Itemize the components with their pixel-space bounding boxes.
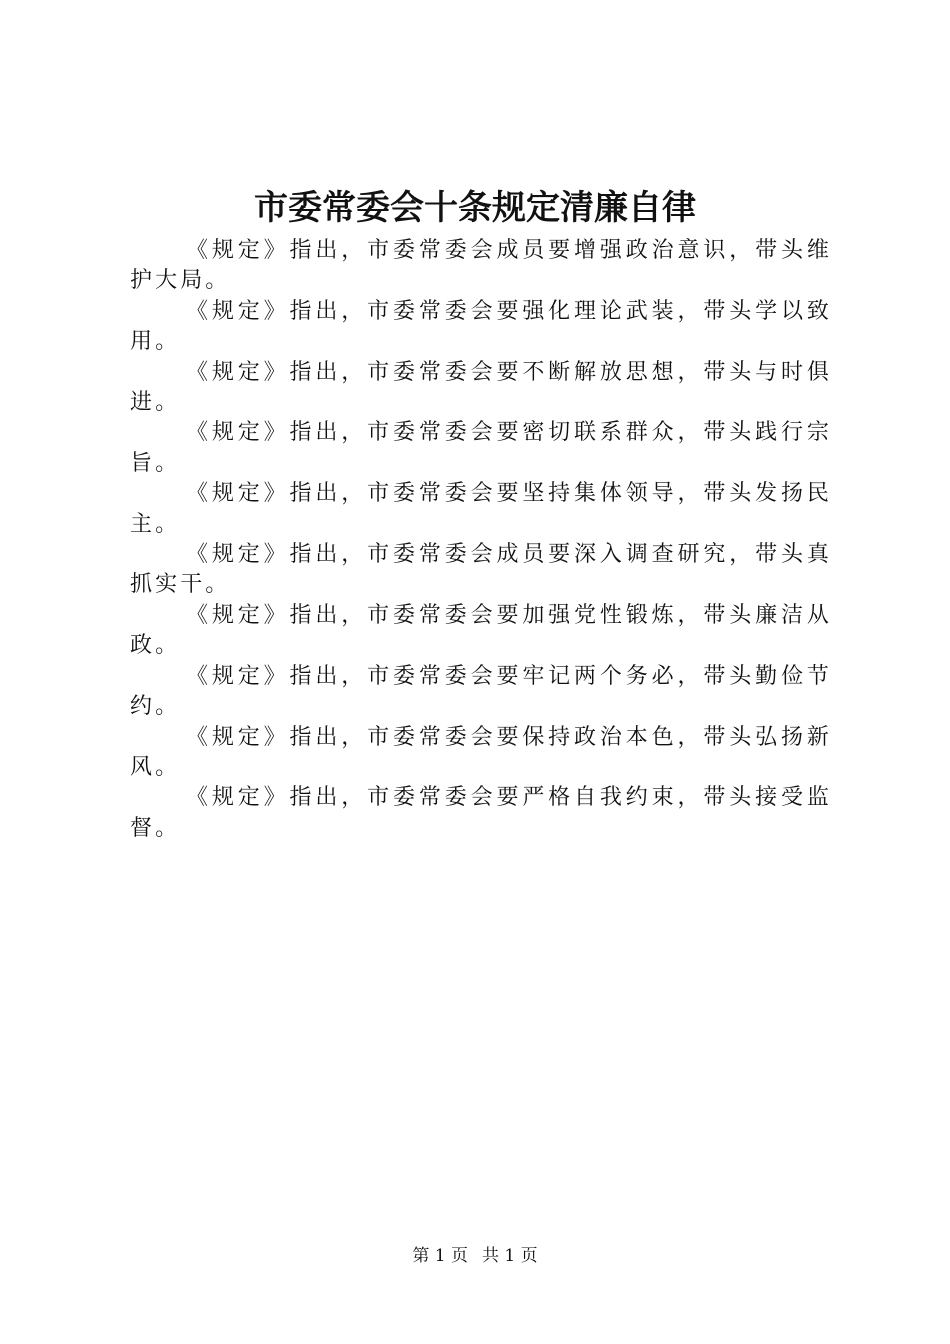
page-number: 第 1 页 — [412, 1246, 468, 1266]
page-footer — [0, 1244, 950, 1268]
paragraph-8: 《规定》指出，市委常委会要牢记两个务必，带头勤俭节约。 — [130, 663, 832, 720]
document-body — [130, 236, 832, 844]
paragraph-6: 《规定》指出，市委常委会成员要深入调查研究，带头真抓实干。 — [130, 542, 832, 598]
paragraph-3: 《规定》指出，市委常委会要不断解放思想，带头与时俱进。 — [130, 359, 832, 416]
paragraph-4: 《规定》指出，市委常委会要密切联系群众，带头践行宗旨。 — [130, 420, 832, 476]
paragraph-5: 《规定》指出，市委常委会要坚持集体领导，带头发扬民主。 — [130, 481, 832, 537]
paragraph-10: 《规定》指出，市委常委会要严格自我约束，带头接受监督。 — [130, 785, 832, 841]
page-total: 共 1 页 — [482, 1246, 538, 1266]
paragraph-1: 《规定》指出，市委常委会成员要增强政治意识，带头维护大局。 — [130, 238, 832, 294]
paragraph-9: 《规定》指出，市委常委会要保持政治本色，带头弘扬新风。 — [130, 724, 832, 780]
paragraph-7: 《规定》指出，市委常委会要加强党性锻炼，带头廉洁从政。 — [130, 602, 832, 659]
document-title: 市委常委会十条规定清廉自律 — [254, 188, 696, 228]
paragraph-2: 《规定》指出，市委常委会要强化理论武装，带头学以致用。 — [130, 298, 832, 355]
